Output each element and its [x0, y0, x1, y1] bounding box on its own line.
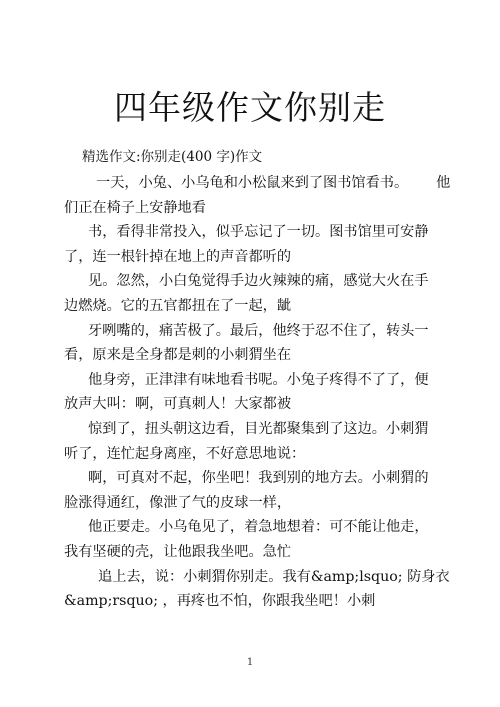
paragraph-line: 啊，可真对不起，你坐吧！我到别的地方去。小刺猬的 [88, 470, 429, 487]
paragraph-line: 我有坚硬的壳，让他跟我坐吧。急忙 [64, 543, 292, 560]
paragraph-line: 脸涨得通红，像泄了气的皮球一样， [64, 494, 292, 511]
paragraph-line: 他正要走。小乌龟见了，着急地想着：可不能让他走， [88, 519, 429, 536]
paragraph-line: 一天，小兔、小乌龟和小松鼠来到了图书馆看书。 他 [96, 175, 451, 191]
page-number: 1 [246, 657, 254, 668]
document-body [64, 171, 451, 614]
paragraph-line: 边燃烧。它的五官都扭在了一起，龇 [64, 297, 292, 314]
paragraph-line: &amp;rsquo; ，再疼也不怕，你跟我坐吧！小刺 [64, 593, 376, 610]
paragraph-line: 惊到了，扭头朝这边看，目光都聚集到了这边。小刺猬 [88, 420, 429, 437]
paragraph-line: 们正在椅子上安静地看 [64, 199, 206, 216]
paragraph-line: 听了，连忙起身离座，不好意思地说： [64, 445, 306, 462]
paragraph-line: 放声大叫：啊，可真刺人！大家都被 [64, 396, 292, 413]
paragraph-line: 追上去，说：小刺猬你别走。我有&amp;lsquo; 防身衣 [98, 568, 450, 585]
paragraph-line: 书，看得非常投入，似乎忘记了一切。图书馆里可安静 [88, 224, 429, 241]
document-title: 四年级作文你别走 [114, 88, 386, 127]
paragraph-line: 看，原来是全身都是刺的小刺猬坐在 [64, 347, 292, 364]
paragraph-line: 牙咧嘴的，痛苦极了。最后，他终于忍不住了，转头一 [88, 322, 429, 339]
paragraph-line: 了，连一根针掉在地上的声音都听的 [64, 248, 292, 265]
paragraph-line: 见。忽然，小白兔觉得手边火辣辣的痛，感觉大火在手 [88, 273, 429, 290]
paragraph-line: 他身旁，正津津有味地看书呢。小兔子疼得不了了，便 [88, 371, 429, 388]
document-subtitle: 精选作文:你别走(400 字)作文 [82, 149, 263, 165]
